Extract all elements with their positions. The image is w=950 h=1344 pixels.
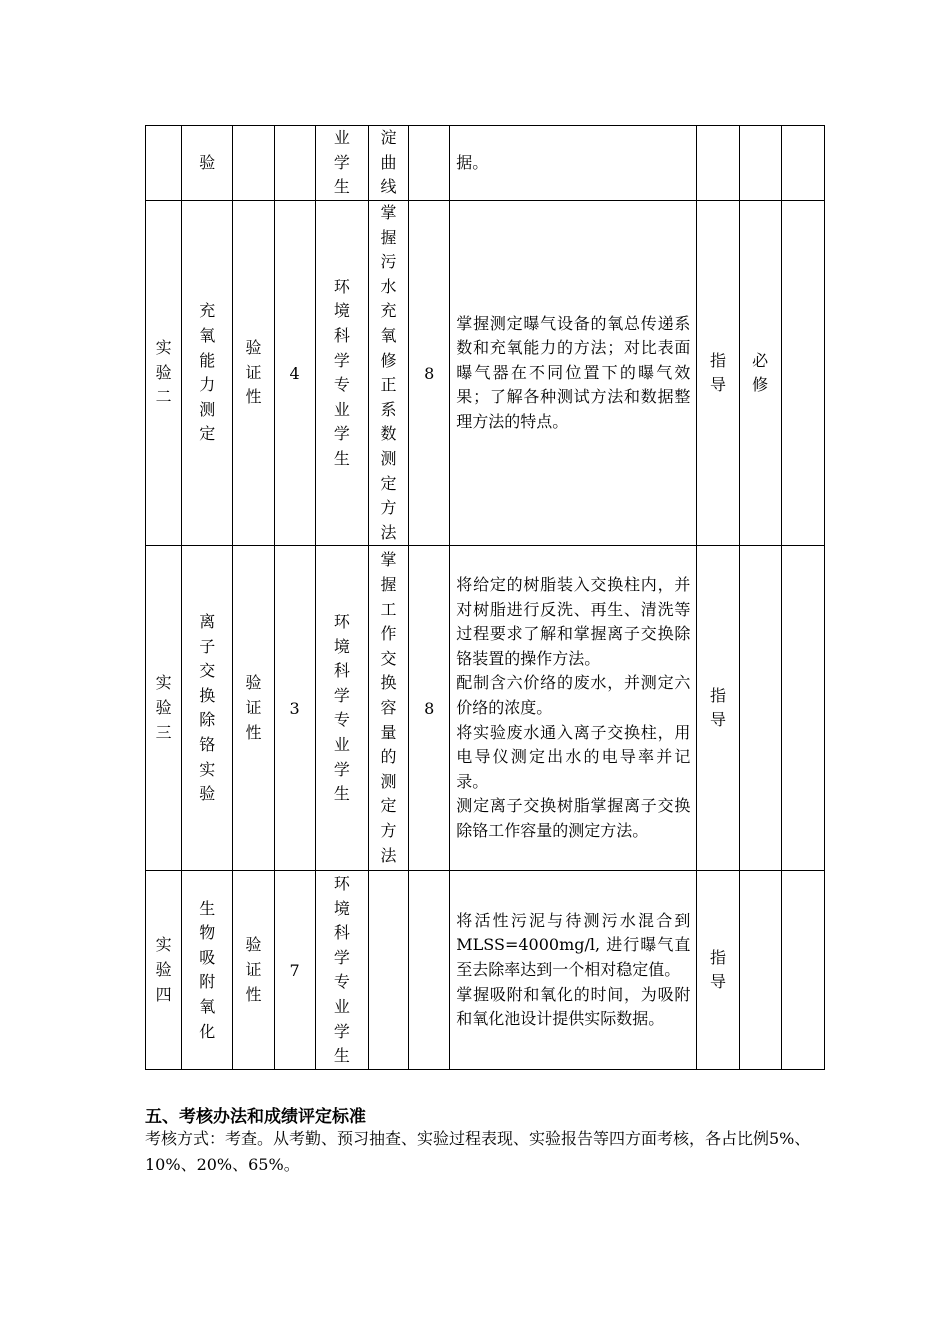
- exp-extra-cell: [781, 546, 824, 871]
- exp-extra-cell: [781, 201, 824, 546]
- exp-items-cell: 8: [409, 201, 450, 546]
- exp-hours-cell: 7: [274, 871, 315, 1070]
- section-heading: 五、考核办法和成绩评定标准: [145, 1107, 366, 1127]
- exp-mode-cell: 指导: [697, 871, 739, 1070]
- exp-description-cell: 掌握测定曝气设备的氧总传递系数和充氧能力的方法；对比表面曝气器在不同位置下的曝气效果；了解各种测试方法和数据整理方法的特点。: [450, 201, 697, 546]
- exp-type-cell: 验证性: [233, 201, 274, 546]
- exp-target-cell: 环境科学专业学生: [315, 871, 368, 1070]
- description-line: 将实验废水通入离子交换柱，用电导仪测定出水的电导率并记录。: [456, 722, 691, 791]
- exp-type-cell: 验证性: [233, 871, 274, 1070]
- exp-hours-cell: [274, 126, 315, 201]
- description-line: 将给定的树脂装入交换柱内，并对树脂进行反洗、再生、清洗等过程要求了解和掌握离子交换除铬装置的操作方法。: [456, 575, 691, 668]
- exp-name-cell: 生物吸附氧化: [182, 871, 233, 1070]
- exp-point-cell: 掌握污水充氧修正系数测定方法: [368, 201, 408, 546]
- exp-target-cell: 业学生: [315, 126, 368, 201]
- description-line: 掌握吸附和氧化的时间，为吸附和氧化池设计提供实际数据。: [456, 984, 691, 1029]
- exp-items-cell: 8: [409, 546, 450, 871]
- exp-name-cell: 验: [182, 126, 233, 201]
- exp-code-cell: [146, 126, 182, 201]
- exp-point-cell: 淀曲线: [368, 126, 408, 201]
- table-row: [146, 126, 825, 201]
- exp-mode-cell: [697, 126, 739, 201]
- exp-name-cell: 充氧能力测定: [182, 201, 233, 546]
- exp-type-cell: [233, 126, 274, 201]
- exp-required-cell: [739, 546, 781, 871]
- description-line: 配制含六价络的废水，并测定六价络的浓度。: [456, 673, 691, 718]
- exp-items-cell: [409, 871, 450, 1070]
- exp-mode-cell: 指导: [697, 201, 739, 546]
- exp-point-cell: 掌握工作交换容量的测定方法: [368, 546, 408, 871]
- exp-mode-cell: 指导: [697, 546, 739, 871]
- exp-hours-cell: 3: [274, 546, 315, 871]
- table-row: [146, 201, 825, 546]
- assessment-paragraph: 考核方式：考查。从考勤、预习抽查、实验过程表现、实验报告等四方面考核，各占比例5%、10%、20%、65%。: [145, 1129, 811, 1174]
- exp-description-cell: [450, 546, 697, 871]
- table-row: [146, 546, 825, 871]
- description-line: 将活性污泥与待测污水混合到MLSS=4000mg/l, 进行曝气直至去除率达到一个相对稳定值。: [456, 910, 691, 980]
- description-line: 测定离子交换树脂掌握离子交换除铬工作容量的测定方法。: [456, 796, 691, 840]
- exp-extra-cell: [781, 871, 824, 1070]
- exp-extra-cell: [781, 126, 824, 201]
- exp-required-cell: 必修: [739, 201, 781, 546]
- exp-point-cell: [368, 871, 408, 1070]
- exp-target-cell: 环境科学专业学生: [315, 546, 368, 871]
- exp-description-cell: 据。: [450, 126, 697, 201]
- table-row: [146, 871, 825, 1070]
- exp-name-cell: 离子交换除铬实验: [182, 546, 233, 871]
- exp-code-cell: 实验二: [146, 201, 182, 546]
- exp-description-cell: [450, 871, 697, 1070]
- exp-required-cell: [739, 126, 781, 201]
- exp-required-cell: [739, 871, 781, 1070]
- exp-target-cell: 环境科学专业学生: [315, 201, 368, 546]
- exp-code-cell: 实验三: [146, 546, 182, 871]
- experiments-table: [145, 125, 825, 1070]
- exp-items-cell: [409, 126, 450, 201]
- exp-code-cell: 实验四: [146, 871, 182, 1070]
- exp-hours-cell: 4: [274, 201, 315, 546]
- exp-type-cell: 验证性: [233, 546, 274, 871]
